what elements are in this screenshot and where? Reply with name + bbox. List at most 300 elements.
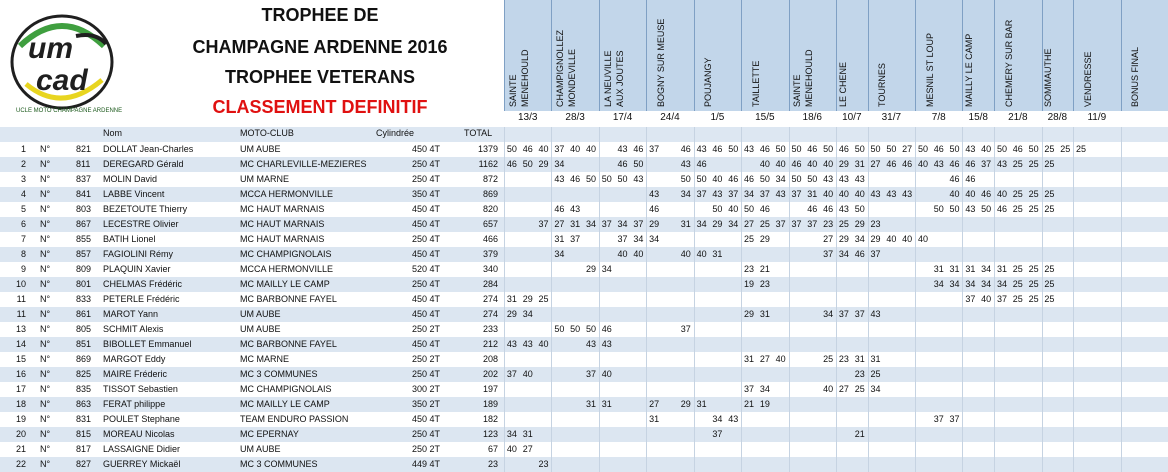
score-cell: 46 <box>633 144 644 154</box>
cell-nom: LABBE Vincent <box>103 189 165 199</box>
score-cell: 34 <box>554 249 565 259</box>
score-cell: 34 <box>585 219 596 229</box>
score-cell: 29 <box>838 234 849 244</box>
score-cell: 43 <box>506 339 517 349</box>
cell-club: MC MAILLY LE CAMP <box>240 399 330 409</box>
score-cell: 34 <box>522 309 533 319</box>
score-cell: 37 <box>649 144 660 154</box>
event-date: 15/8 <box>968 112 988 123</box>
score-cell: 31 <box>759 309 770 319</box>
score-cell: 29 <box>838 159 849 169</box>
score-cell: 46 <box>506 159 517 169</box>
cell-num: 801 <box>76 279 92 289</box>
cell-n: N° <box>40 294 51 304</box>
score-cell: 37 <box>633 219 644 229</box>
score-cell: 46 <box>744 174 755 184</box>
cell-club: MCCA HERMONVILLE <box>240 189 334 199</box>
score-cell: 46 <box>712 144 723 154</box>
cell-club: MC EPERNAY <box>240 429 299 439</box>
score-cell: 23 <box>870 219 881 229</box>
cell-club: MC CHAMPIGNOLAIS <box>240 384 332 394</box>
score-cell: 50 <box>585 324 596 334</box>
score-cell: 31 <box>712 249 723 259</box>
score-cell: 23 <box>838 354 849 364</box>
table-row <box>0 247 1168 262</box>
event-name: BOGNY SUR MEUSE <box>655 18 666 107</box>
cell-total: 1379 <box>477 144 498 154</box>
table-row <box>0 202 1168 217</box>
score-cell: 34 <box>601 264 612 274</box>
score-cell: 40 <box>823 384 834 394</box>
cell-total: 23 <box>487 459 498 469</box>
cell-club: UM AUBE <box>240 324 281 334</box>
score-cell: 50 <box>633 159 644 169</box>
score-cell: 31 <box>680 219 691 229</box>
score-cell: 43 <box>633 174 644 184</box>
score-cell: 46 <box>996 204 1007 214</box>
cell-nom: BIBOLLET Emmanuel <box>103 339 192 349</box>
score-cell: 40 <box>917 159 928 169</box>
cell-n: N° <box>40 459 51 469</box>
score-cell: 43 <box>838 174 849 184</box>
logo-subtitle: UCLE MOTO CHAMPAGNE ARDENNE <box>16 108 123 114</box>
score-cell: 37 <box>838 309 849 319</box>
event-header-cell <box>1042 0 1075 111</box>
score-cell: 40 <box>981 294 992 304</box>
score-cell: 46 <box>759 204 770 214</box>
score-cell: 25 <box>1028 294 1039 304</box>
cell-nom: GUERREY Mickaël <box>103 459 181 469</box>
event-date: 1/5 <box>710 112 725 123</box>
cell-num: 809 <box>76 264 92 274</box>
score-cell: 50 <box>554 324 565 334</box>
table-row <box>0 262 1168 277</box>
event-date: 18/6 <box>802 112 822 123</box>
cell-total: 67 <box>487 444 498 454</box>
cell-n: N° <box>40 249 51 259</box>
cell-total: 284 <box>482 279 498 289</box>
event-name: MENEHOULD <box>804 49 815 107</box>
cell-n: N° <box>40 444 51 454</box>
score-cell: 46 <box>759 144 770 154</box>
score-cell: 40 <box>886 234 897 244</box>
table-row <box>0 307 1168 322</box>
event-header-cell <box>868 0 916 111</box>
score-cell: 34 <box>617 219 628 229</box>
cell-rank: 17 <box>15 384 26 394</box>
score-cell: 37 <box>728 189 739 199</box>
table-row <box>0 457 1168 472</box>
event-header-cell <box>741 0 789 111</box>
score-cell: 37 <box>570 234 581 244</box>
score-cell: 34 <box>823 309 834 319</box>
grid-line <box>599 127 600 472</box>
score-cell: 37 <box>680 324 691 334</box>
score-cell: 25 <box>1028 264 1039 274</box>
event-header-cell <box>1073 0 1121 111</box>
score-cell: 40 <box>996 189 1007 199</box>
cell-n: N° <box>40 144 51 154</box>
cell-rank: 2 <box>20 159 26 169</box>
score-cell: 43 <box>680 159 691 169</box>
score-cell: 25 <box>1060 144 1071 154</box>
score-cell: 40 <box>823 159 834 169</box>
score-cell: 50 <box>680 174 691 184</box>
cell-cyl: 450 4T <box>411 144 440 154</box>
event-name: MAILLY LE CAMP <box>964 33 975 107</box>
cell-n: N° <box>40 399 51 409</box>
score-cell: 25 <box>1012 204 1023 214</box>
event-header-cell <box>789 0 837 111</box>
cell-rank: 3 <box>20 174 26 184</box>
score-cell: 25 <box>1012 189 1023 199</box>
score-cell: 43 <box>996 159 1007 169</box>
cell-n: N° <box>40 264 51 274</box>
score-cell: 34 <box>728 219 739 229</box>
table-row <box>0 292 1168 307</box>
event-name: SAINTE <box>507 74 518 107</box>
cell-nom: MAIRE Fréderic <box>103 369 168 379</box>
cell-total: 340 <box>482 264 498 274</box>
score-cell: 19 <box>744 279 755 289</box>
score-cell: 25 <box>1044 189 1055 199</box>
cell-num: 857 <box>76 249 92 259</box>
score-cell: 25 <box>759 219 770 229</box>
grid-line <box>646 127 647 472</box>
table-row <box>0 367 1168 382</box>
cell-nom: FERAT philippe <box>103 399 166 409</box>
score-cell: 31 <box>506 294 517 304</box>
event-name: LE CHENE <box>837 61 848 107</box>
score-cell: 31 <box>585 399 596 409</box>
score-cell: 37 <box>775 219 786 229</box>
score-cell: 34 <box>854 234 865 244</box>
cell-total: 208 <box>482 354 498 364</box>
cell-club: MC BARBONNE FAYEL <box>240 294 337 304</box>
score-cell: 50 <box>759 174 770 184</box>
grid-line <box>915 127 916 472</box>
score-cell: 31 <box>696 399 707 409</box>
svg-text:um: um <box>28 32 73 65</box>
score-cell: 40 <box>538 339 549 349</box>
score-cell: 37 <box>791 189 802 199</box>
cell-num: 803 <box>76 204 92 214</box>
score-cell: 40 <box>585 144 596 154</box>
score-cell: 37 <box>585 369 596 379</box>
score-cell: 25 <box>1012 279 1023 289</box>
cell-cyl: 350 2T <box>411 399 440 409</box>
cell-cyl: 520 4T <box>411 264 440 274</box>
cell-club: MC HAUT MARNAIS <box>240 204 325 214</box>
event-header-cell <box>836 0 869 111</box>
score-cell: 25 <box>854 384 865 394</box>
cell-rank: 19 <box>15 414 26 424</box>
event-date: 24/4 <box>660 112 680 123</box>
score-cell: 25 <box>1028 204 1039 214</box>
cell-club: MC HAUT MARNAIS <box>240 234 325 244</box>
score-cell: 29 <box>538 159 549 169</box>
event-header-cell <box>915 0 963 111</box>
cell-rank: 11 <box>16 309 26 319</box>
column-header-row <box>0 127 1168 142</box>
score-cell: 31 <box>744 354 755 364</box>
score-cell: 50 <box>886 144 897 154</box>
cell-nom: TISSOT Sebastien <box>103 384 178 394</box>
cell-total: 274 <box>482 309 498 319</box>
score-cell: 40 <box>775 159 786 169</box>
cell-club: MC CHAMPIGNOLAIS <box>240 249 332 259</box>
event-name: MESNIL ST LOUP <box>924 32 935 107</box>
score-cell: 43 <box>728 414 739 424</box>
cell-n: N° <box>40 174 51 184</box>
score-cell: 43 <box>617 144 628 154</box>
cell-n: N° <box>40 309 51 319</box>
cell-rank: 5 <box>20 204 26 214</box>
cell-cyl: 250 4T <box>411 159 440 169</box>
score-cell: 40 <box>506 444 517 454</box>
score-cell: 34 <box>633 234 644 244</box>
score-cell: 31 <box>949 264 960 274</box>
score-cell: 40 <box>965 189 976 199</box>
event-header-cell <box>646 0 694 111</box>
score-cell: 43 <box>965 204 976 214</box>
score-cell: 27 <box>838 384 849 394</box>
score-cell: 40 <box>981 144 992 154</box>
cell-club: UM MARNE <box>240 174 289 184</box>
score-cell: 50 <box>996 144 1007 154</box>
cell-nom: POULET Stephane <box>103 414 180 424</box>
score-cell: 46 <box>933 144 944 154</box>
title-block <box>140 0 500 125</box>
score-cell: 50 <box>791 144 802 154</box>
cell-num: 869 <box>76 354 92 364</box>
cell-nom: LASSAIGNE Didier <box>103 444 181 454</box>
score-cell: 40 <box>601 369 612 379</box>
score-cell: 25 <box>744 234 755 244</box>
cell-cyl: 250 4T <box>411 429 440 439</box>
score-cell: 34 <box>775 174 786 184</box>
cell-club: MCCA HERMONVILLE <box>240 264 334 274</box>
cell-nom: CHELMAS Frédéric <box>103 279 183 289</box>
cell-num: 825 <box>76 369 92 379</box>
score-cell: 46 <box>823 204 834 214</box>
score-cell: 23 <box>759 279 770 289</box>
score-cell: 50 <box>585 174 596 184</box>
score-cell: 37 <box>554 144 565 154</box>
table-row <box>0 442 1168 457</box>
cell-rank: 14 <box>15 339 26 349</box>
cell-n: N° <box>40 429 51 439</box>
score-cell: 43 <box>838 204 849 214</box>
score-cell: 37 <box>981 159 992 169</box>
cell-num: 805 <box>76 324 92 334</box>
event-date: 11/9 <box>1087 112 1107 123</box>
score-cell: 40 <box>823 189 834 199</box>
event-date: 28/3 <box>565 112 585 123</box>
cell-club: TEAM ENDURO PASSION <box>240 414 349 424</box>
score-cell: 50 <box>522 159 533 169</box>
cell-total: 189 <box>482 399 498 409</box>
cell-rank: 21 <box>15 444 26 454</box>
table-row <box>0 412 1168 427</box>
cell-club: UM AUBE <box>240 309 281 319</box>
score-cell: 25 <box>1012 264 1023 274</box>
score-cell: 46 <box>949 159 960 169</box>
cell-cyl: 250 2T <box>411 324 440 334</box>
col-club: MOTO-CLUB <box>240 128 294 138</box>
table-row <box>0 427 1168 442</box>
score-cell: 34 <box>696 219 707 229</box>
cell-cyl: 250 2T <box>411 354 440 364</box>
score-cell: 40 <box>712 174 723 184</box>
score-cell: 37 <box>791 219 802 229</box>
score-cell: 19 <box>759 399 770 409</box>
cell-cyl: 250 2T <box>411 444 440 454</box>
score-cell: 27 <box>870 159 881 169</box>
score-cell: 27 <box>744 219 755 229</box>
score-cell: 43 <box>712 189 723 199</box>
logo-icon <box>6 6 118 124</box>
score-cell: 34 <box>554 159 565 169</box>
cell-num: 831 <box>76 414 92 424</box>
score-cell: 46 <box>617 159 628 169</box>
score-cell: 25 <box>1028 189 1039 199</box>
event-date: 15/5 <box>755 112 775 123</box>
event-name: BONUS FINAL <box>1130 46 1141 107</box>
event-date: 28/8 <box>1047 112 1068 123</box>
table-row <box>0 217 1168 232</box>
grid-line <box>741 127 742 472</box>
score-cell: 23 <box>744 264 755 274</box>
score-cell: 43 <box>902 189 913 199</box>
cell-club: UM AUBE <box>240 144 281 154</box>
score-cell: 46 <box>807 204 818 214</box>
cell-nom: SCHMIT Alexis <box>103 324 164 334</box>
score-cell: 29 <box>759 234 770 244</box>
cell-club: MC MAILLY LE CAMP <box>240 279 330 289</box>
score-cell: 43 <box>601 339 612 349</box>
cell-total: 274 <box>482 294 498 304</box>
event-date: 13/3 <box>517 112 538 123</box>
score-cell: 40 <box>807 159 818 169</box>
score-cell: 50 <box>854 204 865 214</box>
score-cell: 46 <box>728 174 739 184</box>
score-cell: 34 <box>712 414 723 424</box>
score-cell: 43 <box>744 144 755 154</box>
score-cell: 43 <box>570 204 581 214</box>
score-cell: 43 <box>696 144 707 154</box>
grid-line <box>1121 127 1122 472</box>
cell-rank: 6 <box>20 219 26 229</box>
cell-num: 841 <box>76 189 92 199</box>
title-line-3: TROPHEE VETERANS <box>224 67 416 87</box>
event-dates-row <box>504 111 1168 127</box>
event-name: CHEMERY SUR BAR <box>1003 19 1014 107</box>
score-cell: 50 <box>854 144 865 154</box>
cell-rank: 15 <box>15 354 26 364</box>
event-header-cell <box>504 0 552 111</box>
score-cell: 50 <box>775 144 786 154</box>
cell-n: N° <box>40 324 51 334</box>
score-cell: 34 <box>744 189 755 199</box>
score-cell: 46 <box>554 204 565 214</box>
score-cell: 50 <box>870 144 881 154</box>
cell-num: 835 <box>76 384 92 394</box>
cell-n: N° <box>40 339 51 349</box>
cell-num: 837 <box>76 174 92 184</box>
score-cell: 50 <box>617 174 628 184</box>
cell-cyl: 250 4T <box>411 174 440 184</box>
grid-line <box>551 127 552 472</box>
table-row <box>0 382 1168 397</box>
cell-cyl: 450 4T <box>411 309 440 319</box>
grid-line <box>789 127 790 472</box>
score-cell: 21 <box>744 399 755 409</box>
cell-club: MC 3 COMMUNES <box>240 369 318 379</box>
score-cell: 37 <box>996 294 1007 304</box>
cell-club: MC MARNE <box>240 354 289 364</box>
score-cell: 34 <box>949 279 960 289</box>
score-cell: 25 <box>1012 294 1023 304</box>
grid-line <box>994 127 995 472</box>
grid-line <box>1073 127 1074 472</box>
score-cell: 50 <box>791 174 802 184</box>
event-name: MONDEVILLE <box>567 48 578 107</box>
score-cell: 34 <box>981 279 992 289</box>
score-cell: 37 <box>807 219 818 229</box>
cell-cyl: 250 4T <box>411 234 440 244</box>
score-cell: 25 <box>1044 159 1055 169</box>
score-cell: 40 <box>854 189 865 199</box>
cell-club: MC 3 COMMUNES <box>240 459 318 469</box>
event-date: 17/4 <box>612 112 633 123</box>
cell-n: N° <box>40 159 51 169</box>
score-cell: 31 <box>570 219 581 229</box>
cell-num: 863 <box>76 399 92 409</box>
score-cell: 46 <box>649 204 660 214</box>
score-cell: 46 <box>807 144 818 154</box>
score-cell: 31 <box>554 234 565 244</box>
score-cell: 31 <box>522 429 533 439</box>
score-cell: 40 <box>759 159 770 169</box>
score-cell: 34 <box>759 384 770 394</box>
table-row <box>0 187 1168 202</box>
cell-rank: 8 <box>20 249 26 259</box>
cell-cyl: 350 4T <box>411 189 440 199</box>
cell-cyl: 300 2T <box>411 384 440 394</box>
cell-total: 233 <box>482 324 498 334</box>
score-cell: 46 <box>1012 144 1023 154</box>
cell-n: N° <box>40 204 51 214</box>
score-cell: 50 <box>570 324 581 334</box>
score-cell: 31 <box>854 354 865 364</box>
score-cell: 34 <box>981 264 992 274</box>
cell-rank: 16 <box>15 369 26 379</box>
score-cell: 34 <box>996 279 1007 289</box>
score-cell: 37 <box>506 369 517 379</box>
cell-total: 869 <box>482 189 498 199</box>
score-cell: 50 <box>933 204 944 214</box>
score-cell: 25 <box>1044 204 1055 214</box>
score-cell: 27 <box>823 234 834 244</box>
score-cell: 43 <box>854 174 865 184</box>
score-cell: 43 <box>965 144 976 154</box>
score-cell: 40 <box>522 369 533 379</box>
score-cell: 50 <box>601 174 612 184</box>
score-cell: 29 <box>649 219 660 229</box>
cell-num: 833 <box>76 294 92 304</box>
score-cell: 34 <box>933 279 944 289</box>
